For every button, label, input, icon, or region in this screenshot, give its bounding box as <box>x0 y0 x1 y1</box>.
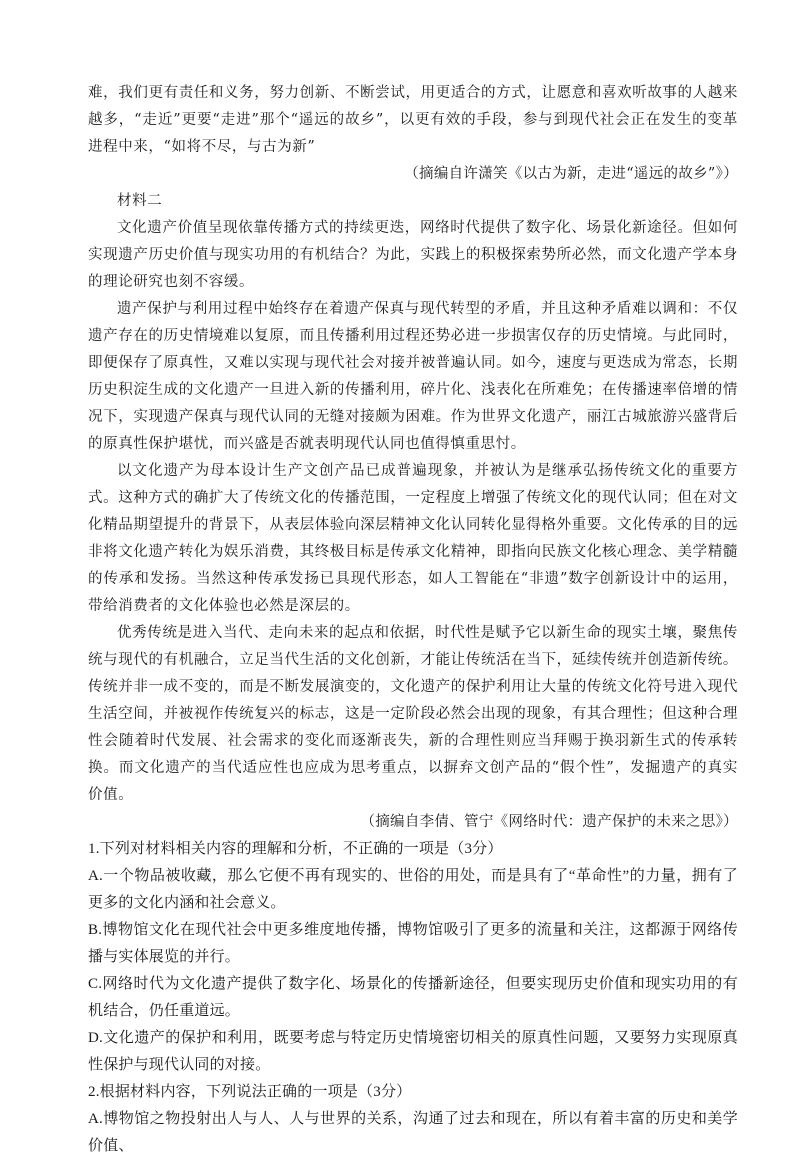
question-2-option-a: A.博物馆之物投射出人与人、人与世界的关系，沟通了过去和现在，所以有着丰富的历史和美学价值、 <box>88 1111 738 1154</box>
material2-citation: （摘编自李倩、管宁《网络时代：遗产保护的未来之思》） <box>360 814 738 830</box>
material2-paragraph-1: 文化遗产价值呈现依靠传播方式的持续更迭，网络时代提供了数字化、场景化新途径。但如何实现遗产历史价值与现实功用的有机结合？为此，实践上的积极探索势所必然，而文化遗产学本身的理论研究也刻不容缓。 <box>88 220 738 290</box>
question-1-option-a: A.一个物品被收藏，那么它便不再有现实的、世俗的用处，而是具有了“革命性”的力量，拥有了更多的文化内涵和社会意义。 <box>88 868 738 911</box>
material2-paragraph-2: 遗产保护与利用过程中始终存在着遗产保真与现代转型的矛盾，并且这种矛盾难以调和：不仅遗产存在的历史情境难以复原，而且传播利用过程还势必进一步损害仅存的历史情境。与此同时，即便保存了原真性，又难以实现与现代社会对接并被普遍认同。如今，速度与更迭成为常态，长期历史积淀生成的文化遗产一旦进入新的传播利用，碎片化、浅表化在所难免；在传播速率倍增的情况下，实现遗产保真与现代认同的无缝对接颇为困难。作为世界文化遗产，丽江古城旅游兴盛背后的原真性保护堪忧，而兴盛是否就表明现代认同也值得慎重思忖。 <box>88 301 738 452</box>
question-2-stem: 2.根据材料内容，下列说法正确的一项是（3分） <box>88 1084 412 1100</box>
material2-paragraph-3: 以文化遗产为母本设计生产文创产品已成普遍现象，并被认为是继承弘扬传统文化的重要方式。这种方式的确扩大了传统文化的传播范围，一定程度上增强了传统文化的现代认同；但在对文化精品期望提升的背景下，从表层体验向深层精神文化认同转化显得格外重要。文化传承的目的远非将文化遗产转化为娱乐消费，其终极目标是传承文化精神，即指向民族文化核心理念、美学精髓的传承和发扬。当然这种传承发扬已具现代形态，如人工智能在“非遗”数字创新设计中的运用，带给消费者的文化体验也必然是深层的。 <box>88 463 738 614</box>
question-1-option-c: C.网络时代为文化遗产提供了数字化、场景化的传播新途径，但要实现历史价值和现实功用的有机结合，仍任重道远。 <box>88 976 738 1019</box>
material1-citation: （摘编自许潇笑《以古为新，走进“遥远的故乡”》） <box>404 166 738 182</box>
question-1-option-d: D.文化遗产的保护和利用，既要考虑与特定历史情境密切相关的原真性问题，又要努力实现原真性保护与现代认同的对接。 <box>88 1030 738 1073</box>
question-1-stem: 1.下列对材料相关内容的理解和分析，不正确的一项是（3分） <box>88 841 503 857</box>
material2-paragraph-4: 优秀传统是进入当代、走向未来的起点和依据，时代性是赋予它以新生命的现实土壤，聚焦传统与现代的有机融合，立足当代生活的文化创新，才能让传统活在当下，延续传统并创造新传统。传统并非一成不变的，而是不断发展演变的，文化遗产的保护利用让大量的传统文化符号进入现代生活空间，并被视作传统复兴的标志，这是一定阶段必然会出现的现象，有其合理性；但这种合理性会随着时代发展、社会需求的变化而逐渐丧失，新的合理性则应当拜赐于换羽新生式的传承转换。而文化遗产的当代适应性也应成为思考重点，以摒弃文创产品的“假个性”，发掘遗产的真实价值。 <box>88 625 738 803</box>
material2-heading: 材料二 <box>117 193 163 209</box>
question-1-option-b: B.博物馆文化在现代社会中更多维度地传播，博物馆吸引了更多的流量和关注，这都源于网络传播与实体展览的并行。 <box>88 922 738 965</box>
material1-tail-paragraph: 难，我们更有责任和义务，努力创新、不断尝试，用更适合的方式，让愿意和喜欢听故事的人越来越多，“走近”更要“走进”那个“遥远的故乡”，以更有效的手段，参与到现代社会正在发生的变革进程中来，“如将不尽，与古为新” <box>88 85 738 155</box>
